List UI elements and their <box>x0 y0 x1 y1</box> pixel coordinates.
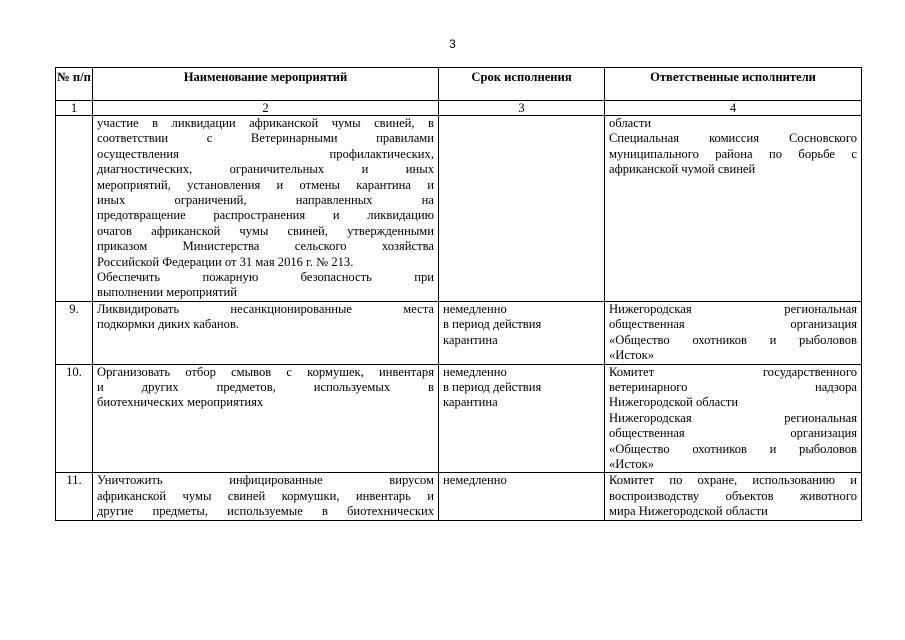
text-line: Российской Федерации от 31 мая 2016 г. № 213. <box>97 254 354 269</box>
text-line: карантина <box>443 332 498 347</box>
column-index-row <box>56 101 862 116</box>
text-line: «Исток» <box>609 348 655 363</box>
header-num: № п/п <box>56 68 93 101</box>
text-line: ветеринарного надзора <box>609 379 857 394</box>
text-line: Нижегородская региональная <box>609 301 857 316</box>
text-line: Нижегородской области <box>609 395 739 410</box>
text-line: области <box>609 116 652 130</box>
text-line: иных ограничений, направленных на <box>97 193 434 208</box>
table-row <box>56 473 862 520</box>
text-line: участие в ликвидации африканской чумы свиней, в <box>97 116 434 130</box>
text-line: «Исток» <box>609 456 655 471</box>
text-line: очагов африканской чумы свиней, утвержденными <box>97 223 434 238</box>
page-number: 3 <box>449 37 456 51</box>
text-line: Комитет государственного <box>609 364 857 379</box>
index-cell: 2 <box>93 101 439 116</box>
text-line: Обеспечить пожарную безопасность при <box>97 270 434 285</box>
term-cell <box>439 473 605 520</box>
text-line: немедленно <box>443 364 507 379</box>
text-line: осуществления профилактических, <box>97 146 434 161</box>
row-number <box>56 116 93 302</box>
responsible-cell <box>605 473 862 520</box>
measures-table <box>55 67 862 521</box>
text-line: африканской чумой свиней <box>609 162 756 177</box>
text-line: общественная организация <box>609 426 857 441</box>
text-line: и других предметов, используемых в <box>97 379 434 394</box>
responsible-cell <box>605 364 862 473</box>
measure-name <box>93 364 439 473</box>
text-line: общественная организация <box>609 317 857 332</box>
text-line: немедленно <box>443 301 507 316</box>
text-line: биотехнических мероприятиях <box>97 395 264 410</box>
table-row <box>56 364 862 473</box>
text-line: мероприятий, установления и отмены карантина и <box>97 177 434 192</box>
text-line: мира Нижегородской области <box>609 504 768 519</box>
index-cell: 3 <box>439 101 605 116</box>
text-line: воспроизводству объектов животного <box>609 488 857 503</box>
table-header-row <box>56 68 862 101</box>
header-responsible: Ответственные исполнители <box>605 68 862 101</box>
table-row <box>56 116 862 302</box>
text-line: Комитет по охране, использованию и <box>609 473 857 488</box>
measure-name <box>93 116 439 302</box>
text-line: выполнении мероприятий <box>97 285 237 300</box>
text-line: Уничтожить инфицированные вирусом <box>97 473 434 488</box>
index-cell: 1 <box>56 101 93 116</box>
header-term: Срок исполнения <box>439 68 605 101</box>
header-name: Наименование мероприятий <box>93 68 439 101</box>
term-cell <box>439 364 605 473</box>
text-line: африканской чумы свиней кормушки, инвентарь и <box>97 488 434 503</box>
text-line: Специальная комиссия Сосновского <box>609 131 857 146</box>
text-line: в период действия <box>443 317 542 332</box>
text-line: диагностических, ограничительных и иных <box>97 162 434 177</box>
responsible-cell <box>605 301 862 364</box>
term-cell <box>439 301 605 364</box>
text-line: «Общество охотников и рыболовов <box>609 332 857 347</box>
index-cell: 4 <box>605 101 862 116</box>
text-line: Организовать отбор смывов с кормушек, инвентаря <box>97 364 434 379</box>
text-line: Нижегородская региональная <box>609 410 857 425</box>
text-line: подкормки диких кабанов. <box>97 317 240 332</box>
measure-name <box>93 301 439 364</box>
text-line: Ликвидировать несанкционированные места <box>97 301 434 316</box>
text-line: в период действия <box>443 379 542 394</box>
text-line: карантина <box>443 395 498 410</box>
text-line: немедленно <box>443 473 507 488</box>
row-number: 11. <box>56 473 93 520</box>
responsible-cell <box>605 116 862 302</box>
row-number: 9. <box>56 301 93 364</box>
text-line: приказом Министерства сельского хозяйства <box>97 239 434 254</box>
text-line: другие предметы, используемые в биотехнических <box>97 504 434 519</box>
row-number: 10. <box>56 364 93 473</box>
text-line: муниципального района по борьбе с <box>609 146 857 161</box>
measure-name <box>93 473 439 520</box>
term-cell <box>439 116 605 302</box>
text-line: предотвращение распространения и ликвидацию <box>97 208 434 223</box>
table-row <box>56 301 862 364</box>
text-line: соответствии с Ветеринарными правилами <box>97 131 434 146</box>
text-line: «Общество охотников и рыболовов <box>609 441 857 456</box>
